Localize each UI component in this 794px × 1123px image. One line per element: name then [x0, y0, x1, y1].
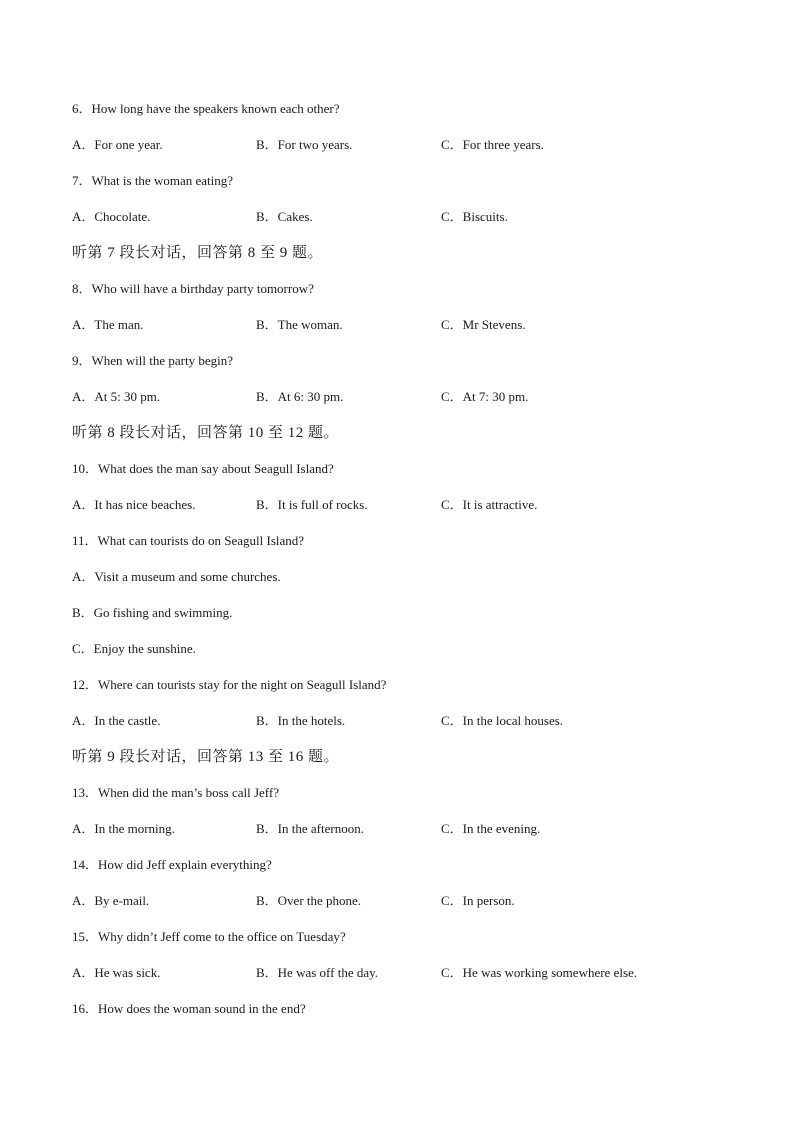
option-a: A．He was sick.: [72, 965, 161, 980]
question-text: C．Enjoy the sunshine.: [72, 641, 196, 656]
question-text: 16．How does the woman sound in the end?: [72, 1001, 306, 1016]
option-a: A．It has nice beaches.: [72, 497, 196, 512]
question-text: B．Go fishing and swimming.: [72, 605, 233, 620]
option-a: A．At 5: 30 pm.: [72, 389, 161, 404]
option-a: A．In the morning.: [72, 821, 175, 836]
question-text: 7．What is the woman eating?: [72, 173, 234, 188]
question-text: 12．Where can tourists stay for the night on Seagull Island?: [72, 677, 387, 692]
option-c: C．In the evening.: [441, 821, 541, 836]
option-b: B．It is full of rocks.: [256, 497, 368, 512]
question-text: 13．When did the man’s boss call Jeff?: [72, 785, 279, 800]
question-text: 6．How long have the speakers known each other?: [72, 101, 340, 116]
option-c: C．For three years.: [441, 137, 544, 152]
option-b: B．Cakes.: [256, 209, 313, 224]
option-a: A．For one year.: [72, 137, 163, 152]
question-text: 9．When will the party begin?: [72, 353, 234, 368]
question-text: 15．Why didn’t Jeff come to the office on Tuesday?: [72, 929, 346, 944]
option-c: C．It is attractive.: [441, 497, 538, 512]
option-c: C．In the local houses.: [441, 713, 564, 728]
question-text: 8．Who will have a birthday party tomorrow?: [72, 281, 314, 296]
option-b: B．Over the phone.: [256, 893, 362, 908]
question-text: 11．What can tourists do on Seagull Island?: [72, 533, 305, 548]
question-text: 10．What does the man say about Seagull Island?: [72, 461, 334, 476]
option-a: A．By e-mail.: [72, 893, 150, 908]
option-c: C．Biscuits.: [441, 209, 508, 224]
question-text: 14．How did Jeff explain everything?: [72, 857, 272, 872]
option-b: B．The woman.: [256, 317, 343, 332]
option-b: B．For two years.: [256, 137, 353, 152]
section-heading: 听第 9 段长对话，回答第 13 至 16 题。: [72, 749, 340, 765]
option-c: C．He was working somewhere else.: [441, 965, 638, 980]
option-a: A．The man.: [72, 317, 144, 332]
option-a: A．In the castle.: [72, 713, 161, 728]
question-text: A．Visit a museum and some churches.: [72, 569, 281, 584]
option-b: B．In the afternoon.: [256, 821, 364, 836]
option-c: C．Mr Stevens.: [441, 317, 526, 332]
option-c: C．In person.: [441, 893, 515, 908]
option-b: B．At 6: 30 pm.: [256, 389, 344, 404]
section-heading: 听第 8 段长对话，回答第 10 至 12 题。: [72, 425, 340, 441]
option-c: C．At 7: 30 pm.: [441, 389, 529, 404]
option-b: B．In the hotels.: [256, 713, 346, 728]
section-heading: 听第 7 段长对话，回答第 8 至 9 题。: [72, 245, 324, 261]
option-a: A．Chocolate.: [72, 209, 151, 224]
option-b: B．He was off the day.: [256, 965, 379, 980]
